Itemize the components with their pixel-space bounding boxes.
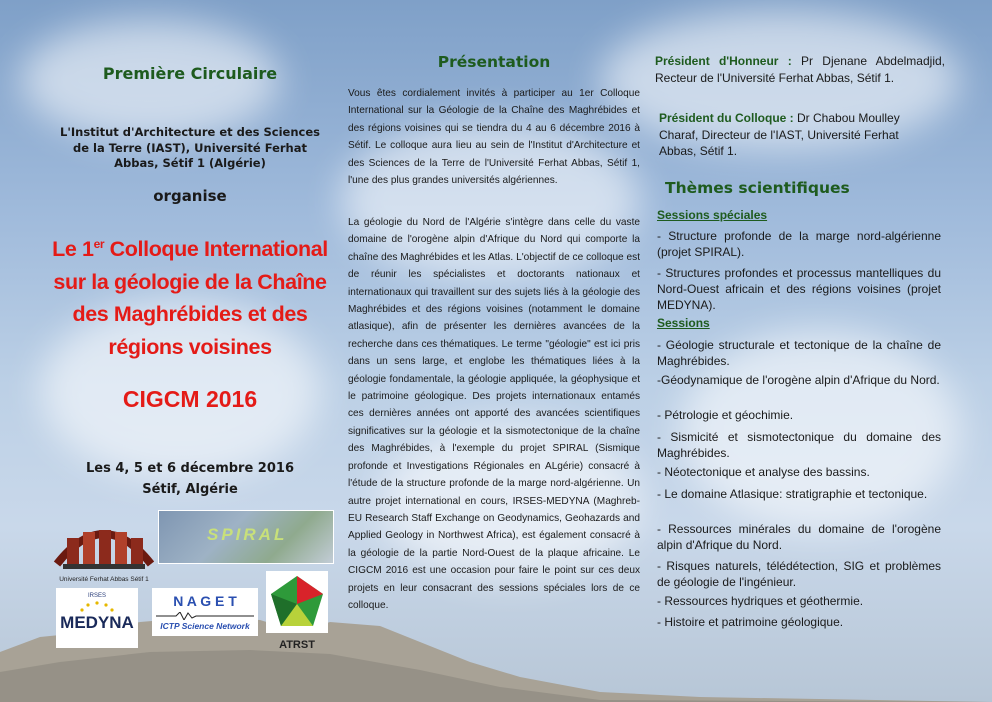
- circular-label: Première Circulaire: [102, 64, 278, 83]
- title-part2: Colloque International sur la géologie de la Chaîne des Maghrébides et des régions voisines: [53, 237, 328, 360]
- session-item: - Néotectonique et analyse des bassins.: [657, 465, 870, 479]
- ufas-emblem-icon: [53, 512, 155, 570]
- session-item: - Sismicité et sismotectonique du domaine des Maghrébides.: [657, 430, 941, 460]
- event-dates: Les 4, 5 et 6 décembre 2016: [85, 461, 294, 476]
- naget-logo: [152, 588, 258, 636]
- ictp-text: ICTP Science Network: [160, 621, 250, 631]
- medyna-text: MEDYNA: [60, 613, 134, 632]
- event-place: Sétif, Algérie: [142, 482, 238, 498]
- colloquium-title: [40, 233, 340, 364]
- stars-icon: [78, 600, 116, 614]
- title-sup: er: [93, 236, 105, 251]
- organise-label: organise: [153, 187, 227, 205]
- session-item: - Ressources minérales du domaine de l'orogène alpin d'Afrique du Nord.: [657, 522, 941, 552]
- pentagon-icon: [265, 570, 329, 634]
- session-item: - Le domaine Atlasique: stratigraphie et tectonique.: [657, 487, 928, 501]
- session-item: - Histoire et patrimoine géologique.: [657, 615, 844, 629]
- irses-text: IRSES: [87, 593, 106, 599]
- honor-text: Pr Djenane Abdelmadjid, Recteur de l'Université Ferhat Abbas, Sétif 1.: [655, 54, 945, 85]
- session-item: - Pétrologie et géochimie.: [657, 408, 794, 422]
- medyna-logo: [56, 588, 138, 648]
- special-session-item: - Structure profonde de la marge nord-algérienne (projet SPIRAL).: [657, 229, 941, 259]
- spiral-logo: [158, 510, 334, 564]
- naget-text: N A G E T: [173, 593, 237, 609]
- presentation-heading: Présentation: [437, 53, 551, 71]
- special-session-item: - Structures profondes et processus mantelliques du Nord-Ouest africain et des régions voisines (projet MEDYNA).: [657, 266, 941, 312]
- spiral-text: SPIRAL: [207, 525, 288, 544]
- atrst-text: ATRST: [279, 639, 315, 651]
- session-item: - Ressources hydriques et géothermie.: [657, 594, 864, 608]
- honorary-president: [655, 53, 945, 86]
- themes-heading: Thèmes scientifiques: [665, 179, 850, 197]
- session-item: -Géodynamique de l'orogène alpin d'Afrique du Nord.: [657, 373, 940, 387]
- honor-label: Président d'Honneur :: [655, 54, 792, 68]
- president-label: Président du Colloque :: [659, 111, 794, 125]
- special-sessions-heading: Sessions spéciales: [657, 208, 768, 222]
- ufas-logo: [53, 512, 155, 584]
- title-part1: Le 1: [52, 237, 94, 261]
- institution: L'Institut d'Architecture et des Sciences de la Terre (IAST), Université Ferhat Abbas, Sétif 1 (Algérie): [60, 125, 320, 171]
- atrst-logo: [265, 570, 329, 650]
- sessions-heading: Sessions: [657, 316, 710, 330]
- ufas-caption: Université Ferhat Abbas Sétif 1: [59, 576, 149, 583]
- presentation-paragraph-1: Vous êtes cordialement invités à participer au 1er Colloque International sur la Géologie de la Chaîne des Maghrébides et des régions voisines qui se tiendra du 4 au 6 décembre 2016 à Sétif. Le colloque aura lieu au sein de l'Institut d'Architecture et des Sciences de la Terre de l'Université Ferhat Abbas, Sétif 1, l'une des plus grandes universités algériennes.: [348, 88, 640, 187]
- colloquium-president: [659, 110, 937, 160]
- seismogram-icon: [156, 612, 254, 620]
- presentation-paragraph-2: La géologie du Nord de l'Algérie s'intègre dans celle du vaste domaine de l'orogène alpin d'Afrique du Nord qui comporte la chaîne des Maghrébides et les Atlas. L'objectif de ce colloque est de réunir les spécialistes et doctorants nationaux et internationaux qui travaillent sur des sujets liés à la géologie des Maghrébides et des régions voisines (notamment le domaine atlasique), afin de présenter les dernières avancées de la recherche dans ces thématiques. Le terme "géologie" est ici pris dans un sens large, et englobe les thématiques liées à la géologie fondamentale, la géologie appliquée, la géophysique et le patrimoine géologique. Des projets internationaux entamés ces dernières années ont apporté des avancées scientifiques significatives sur la géologie et la sismotectonique de la chaîne des Maghrébides, à l'exemple du projet SPIRAL (Sismique profonde et Investigations Régionales en ALgérie) consacré à l'étude de la structure profonde de la marge nord-algérienne. Un autre projet international en cours, IRSES-MEDYNA (Maghreb-EU Research Staff Exchange on Geodynamics, Geohazards and Applied Geology in Northwest Africa), est également consacré à la géologie de la partie Nord-Ouest de la plaque africaine. Le CIGCM 2016 est une occasion pour faire le point sur ces deux projets en leur consacrant des sessions spéciales lors de ce colloque.: [348, 217, 640, 611]
- event-info: [40, 458, 340, 501]
- acronym: CIGCM 2016: [122, 386, 258, 412]
- session-item: - Géologie structurale et tectonique de la chaîne de Maghrébides.: [657, 338, 941, 368]
- president-text: Dr Chabou Moulley Charaf, Directeur de l'IAST, Université Ferhat Abbas, Sétif 1.: [659, 111, 900, 158]
- session-item: - Risques naturels, télédétection, SIG et problèmes de géologie de l'ingénieur.: [657, 559, 941, 589]
